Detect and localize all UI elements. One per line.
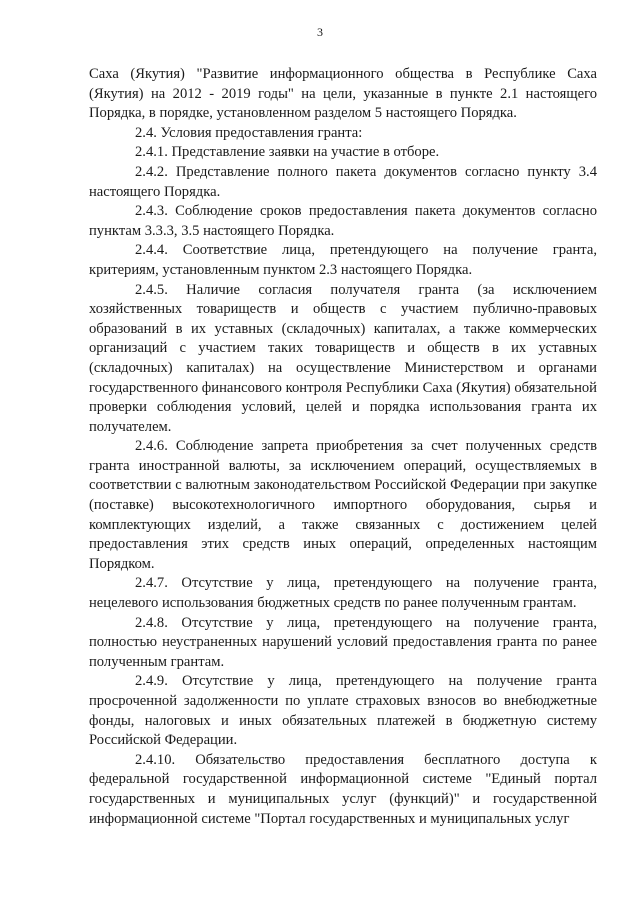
paragraph-continuation: Саха (Якутия) "Развитие информационного общества в Республике Саха (Якутия) на 2012 - 2019 годы" на цели, указанные в пункте 2.1 настоящего Порядка, в порядке, установленном разделом 5 настоящего Порядка.	[89, 66, 597, 122]
paragraph-2-4-7: 2.4.7. Отсутствие у лица, претендующего на получение гранта, нецелевого использования бюджетных средств по ранее полученным грантам.	[89, 575, 597, 612]
paragraph-2-4-6: 2.4.6. Соблюдение запрета приобретения за счет полученных средств гранта иностранной валюты, за исключением операций, осуществляемых в соответствии с валютным законодательством Российской Федерации при закупке (поставке) высокотехнологичного импортного оборудования, сырья и комплектующих изделий, а также связанных с достижением целей предоставления этих средств иных операций, определенных настоящим Порядком.	[89, 438, 597, 572]
paragraph-2-4: 2.4. Условия предоставления гранта:	[135, 124, 363, 141]
page-number: 3	[317, 25, 323, 39]
paragraph-2-4-3: 2.4.3. Соблюдение сроков предоставления пакета документов согласно пунктам 3.3.3, 3.5 настоящего Порядка.	[89, 203, 597, 239]
paragraph-2-4-8: 2.4.8. Отсутствие у лица, претендующего на получение гранта, полностью неустраненных нарушений условий предоставления гранта по ранее полученным грантам.	[89, 614, 597, 670]
document-body	[89, 65, 597, 829]
paragraph-2-4-9: 2.4.9. Отсутствие у лица, претендующего на получение гранта просроченной задолженности по уплате страховых взносов во внебюджетные фонды, налоговых и иных обязательных платежей в бюджетную систему Российской Федерации.	[89, 673, 597, 749]
paragraph-2-4-1: 2.4.1. Представление заявки на участие в отборе.	[135, 144, 440, 161]
paragraph-2-4-10: 2.4.10. Обязательство предоставления бесплатного доступа к федеральной государственной информационной системе "Единый портал государственных и муниципальных услуг (функций)" и государственной информационной системе "Портал государственных и муниципальных услуг	[89, 751, 597, 827]
paragraph-2-4-4: 2.4.4. Соответствие лица, претендующего на получение гранта, критериям, установленным пунктом 2.3 настоящего Порядка.	[89, 242, 597, 278]
paragraph-2-4-2: 2.4.2. Представление полного пакета документов согласно пункту 3.4 настоящего Порядка.	[89, 163, 597, 200]
paragraph-2-4-5: 2.4.5. Наличие согласия получателя гранта (за исключением хозяйственных товариществ и обществ с участием публично-правовых образований в их уставных (складочных) капиталах, а также коммерческих организаций с участием таких товариществ и обществ в их уставных (складочных) капиталах) на осуществление Министерством и органами государственного финансового контроля Республики Саха (Якутия) обязательной проверки соблюдения условий, целей и порядка использования гранта их получателем.	[89, 281, 597, 435]
